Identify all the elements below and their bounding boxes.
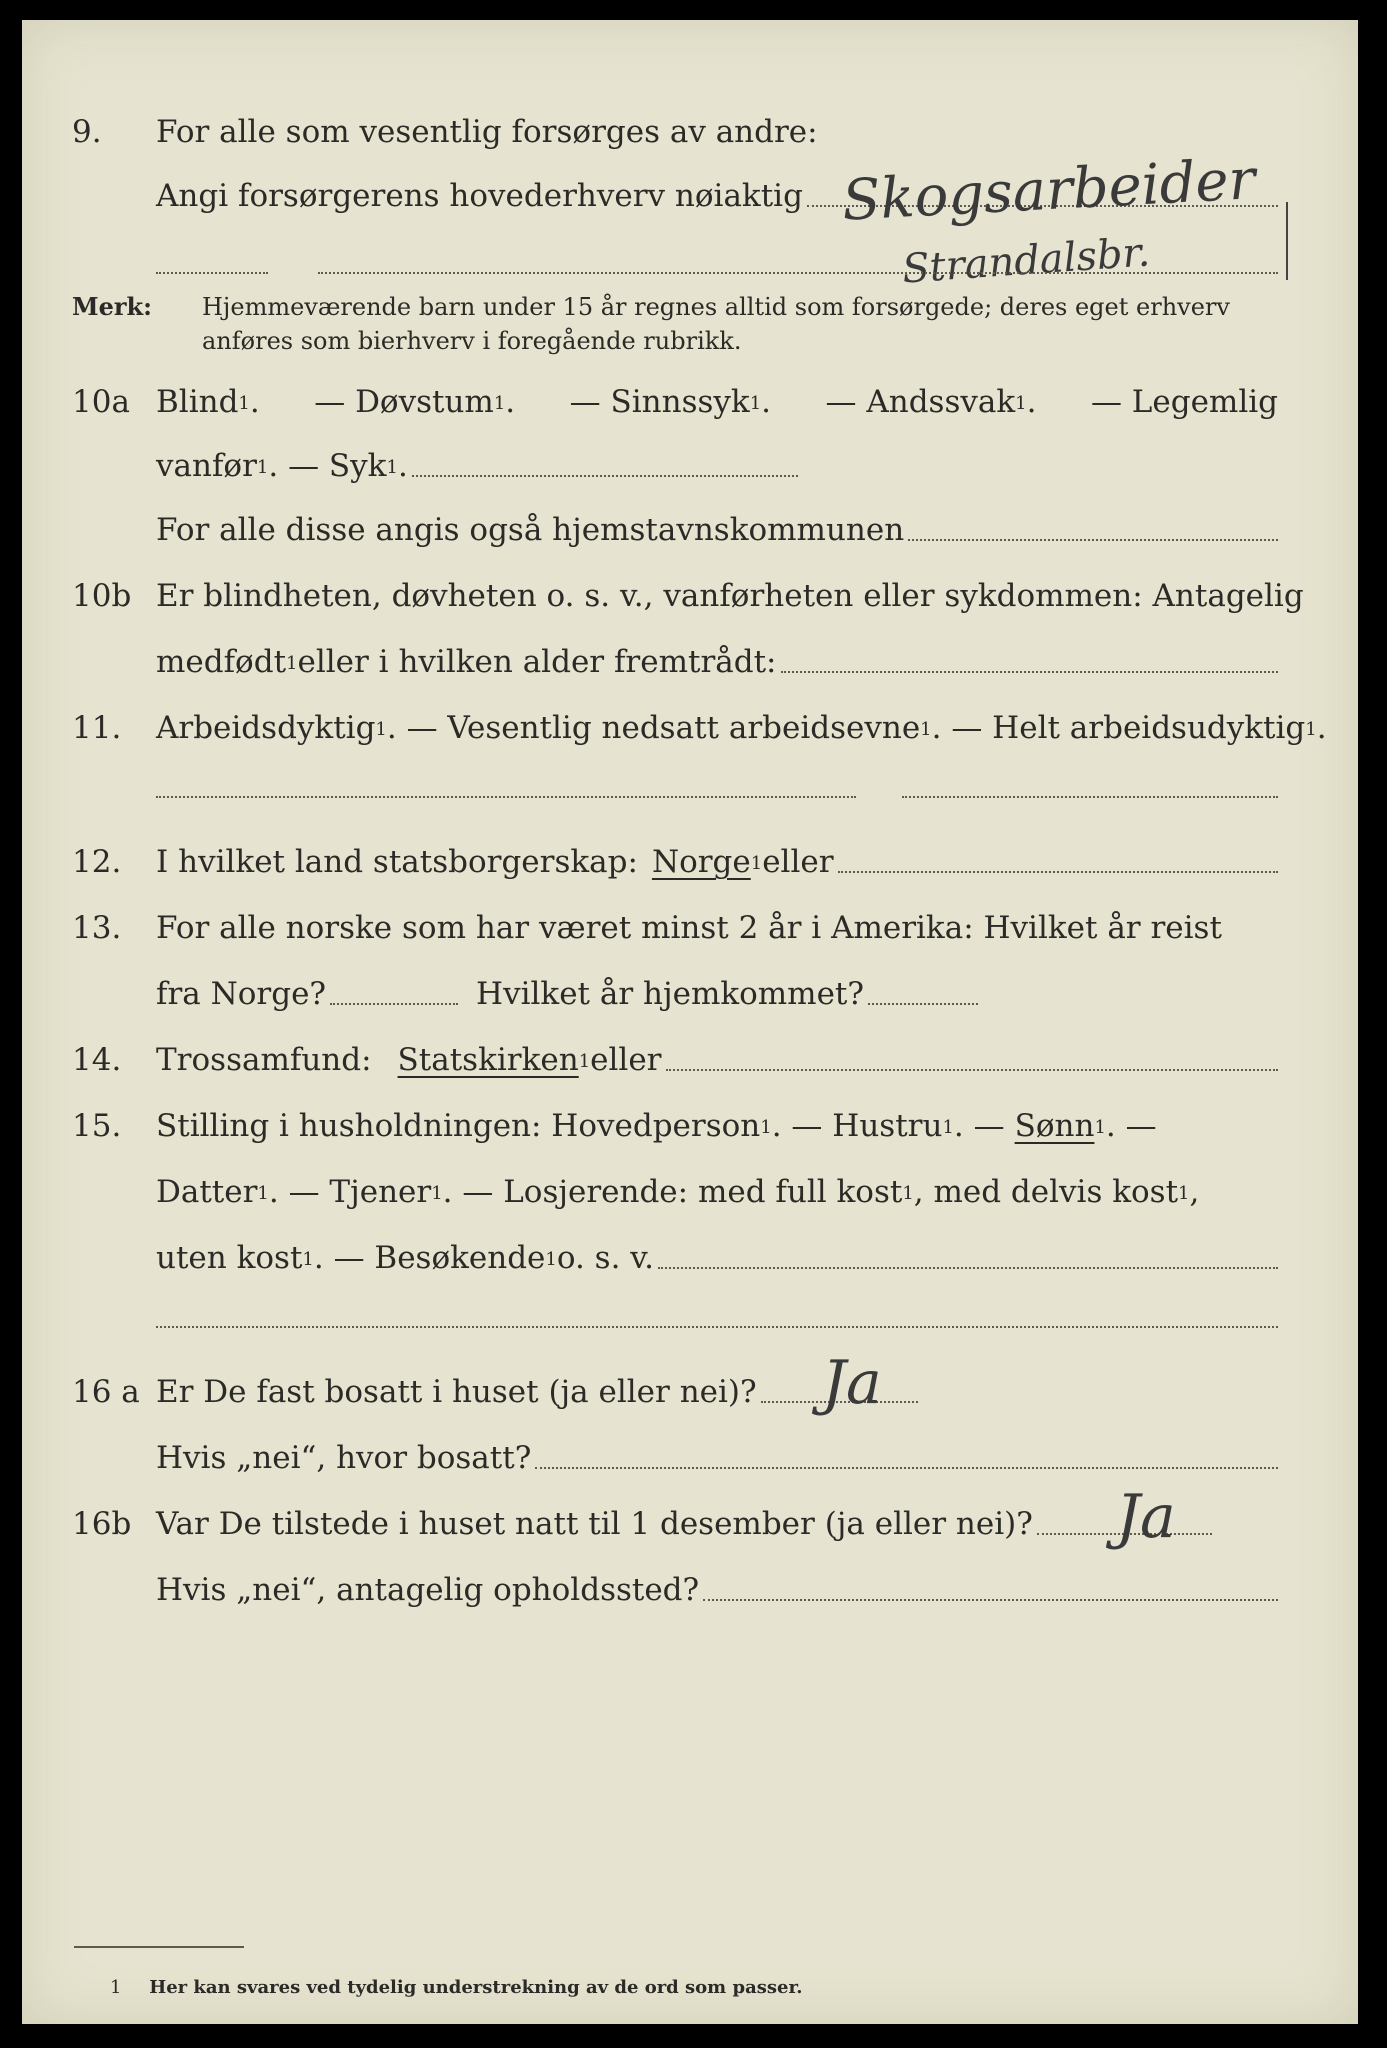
q11-number: 11.	[72, 710, 122, 746]
q13-number: 13.	[72, 910, 122, 946]
q12-field[interactable]	[838, 871, 1278, 873]
q10a-dovstum[interactable]: — Døvstum1.	[314, 384, 516, 420]
q15-rule	[156, 1326, 1278, 1328]
q16b-number: 16b	[72, 1506, 132, 1542]
q15-hustru[interactable]: . — Hustru1. —	[771, 1108, 1005, 1144]
q13-text1: For alle norske som har været minst 2 år i Amerika: Hvilket år reist	[156, 910, 1222, 946]
q16b-text2: Hvis „nei“, antagelig opholdssted?	[156, 1572, 700, 1608]
q10a-legemlig[interactable]: — Legemlig	[1090, 384, 1278, 420]
q16a-text2: Hvis „nei“, hvor bosatt?	[156, 1440, 532, 1476]
q10a-syk[interactable]: . — Syk1.	[268, 448, 408, 484]
q11-nedsatt[interactable]: . — Vesentlig nedsatt arbeidsevne1	[386, 710, 932, 746]
q14-statskirken[interactable]: Statskirken1	[397, 1042, 591, 1078]
q10b-medfodt[interactable]: medfødt1	[156, 644, 298, 680]
merk-label: Merk:	[72, 292, 152, 321]
q13-reist-field[interactable]	[330, 1003, 458, 1005]
q12-number: 12.	[72, 844, 122, 880]
footnote-mark: 1	[110, 1977, 122, 1998]
q10b-text1: Er blindheten, døvheten o. s. v., vanførheten eller sykdommen: Antagelig	[156, 578, 1304, 614]
q11-udyktig[interactable]: . — Helt arbeidsudyktig1.	[931, 710, 1327, 746]
q13-reist: fra Norge?	[156, 976, 327, 1012]
q15-tjener[interactable]: . — Tjener1	[268, 1174, 443, 1210]
q9-rule-a	[156, 272, 268, 274]
q13-hjemkommet-field[interactable]	[868, 1003, 978, 1005]
q10a-vanfor[interactable]: vanfør1	[156, 448, 269, 484]
q15-delvis-kost[interactable]: , med delvis kost1,	[913, 1174, 1200, 1210]
q16b-text1: Var De tilstede i huset natt til 1 desember (ja eller nei)?	[156, 1506, 1033, 1542]
q15-number: 15.	[72, 1108, 122, 1144]
q10b-text2: eller i hvilken alder fremtrådt:	[297, 644, 777, 680]
q9-rule-b	[318, 272, 1278, 274]
q15-hovedperson[interactable]: Stilling i husholdningen: Hovedperson1	[156, 1108, 772, 1144]
q9-number: 9.	[72, 114, 102, 150]
q10a-blind[interactable]: Blind1.	[156, 384, 260, 420]
q15-uten-kost[interactable]: uten kost1	[156, 1240, 314, 1276]
footnote-rule	[74, 1946, 244, 1948]
q10b-number: 10b	[72, 578, 132, 614]
q10b-field[interactable]	[781, 671, 1278, 673]
q15-besokende[interactable]: . — Besøkende1	[313, 1240, 557, 1276]
q9-handwriting-occupation: Skogsarbeider	[840, 147, 1257, 234]
q14-number: 14.	[72, 1042, 122, 1078]
q16a-number: 16 a	[72, 1374, 140, 1410]
q14-text: Trossamfund:	[156, 1042, 372, 1078]
q10a-syk-field[interactable]	[412, 475, 798, 477]
q9-text1: For alle som vesentlig forsørges av andre:	[156, 114, 818, 150]
q10a-hjemstavn: For alle disse angis også hjemstavnskommunen	[156, 512, 905, 548]
q15-sonn[interactable]: Sønn1. —	[1014, 1108, 1157, 1144]
q11-rule-b	[902, 796, 1278, 798]
q15-osv: o. s. v.	[556, 1240, 654, 1276]
q12-eller: eller	[762, 844, 834, 880]
q15-datter[interactable]: Datter1	[156, 1174, 269, 1210]
q13-hjemkommet: Hvilket år hjemkommet?	[476, 976, 865, 1012]
q11-rule-a	[156, 796, 856, 798]
q9-handwriting-stroke	[1286, 202, 1288, 280]
q14-field[interactable]	[666, 1069, 1279, 1071]
q10a-hjemstavn-field[interactable]	[908, 539, 1278, 541]
footnote-text: Her kan svares ved tydelig understrekning av de ord som passer.	[149, 1977, 803, 1998]
q15-field[interactable]	[658, 1267, 1278, 1269]
q10a-sinnssyk[interactable]: — Sinnssyk1.	[569, 384, 772, 420]
q12-norge[interactable]: Norge1	[651, 844, 763, 880]
merk-line2: anføres som bierhverv i foregående rubrikk.	[202, 327, 742, 355]
footnote	[110, 1977, 803, 1998]
q16a-text1: Er De fast bosatt i huset (ja eller nei)?	[156, 1374, 757, 1410]
q12-text: I hvilket land statsborgerskap:	[156, 844, 638, 880]
q15-full-kost[interactable]: . — Losjerende: med full kost1	[442, 1174, 914, 1210]
q16a-answer: Ja	[822, 1348, 882, 1418]
q16b-opholdssted-field[interactable]	[703, 1599, 1278, 1601]
q9-text2: Angi forsørgerens hovederhverv nøiaktig	[156, 178, 803, 214]
q9-handwriting-place: Strandalsbr.	[900, 229, 1152, 293]
q11-arbeidsdyktig[interactable]: Arbeidsdyktig1	[156, 710, 387, 746]
q16b-answer: Ja	[1116, 1482, 1176, 1552]
q14-eller: eller	[590, 1042, 662, 1078]
census-form-page	[22, 20, 1358, 2024]
merk-line1: Hjemmeværende barn under 15 år regnes alltid som forsørgede; deres eget erhverv	[202, 293, 1230, 321]
q16a-bosatt-field[interactable]	[535, 1467, 1278, 1469]
q10a-andssvak[interactable]: — Andssvak1.	[825, 384, 1037, 420]
q10a-number: 10a	[72, 384, 130, 420]
